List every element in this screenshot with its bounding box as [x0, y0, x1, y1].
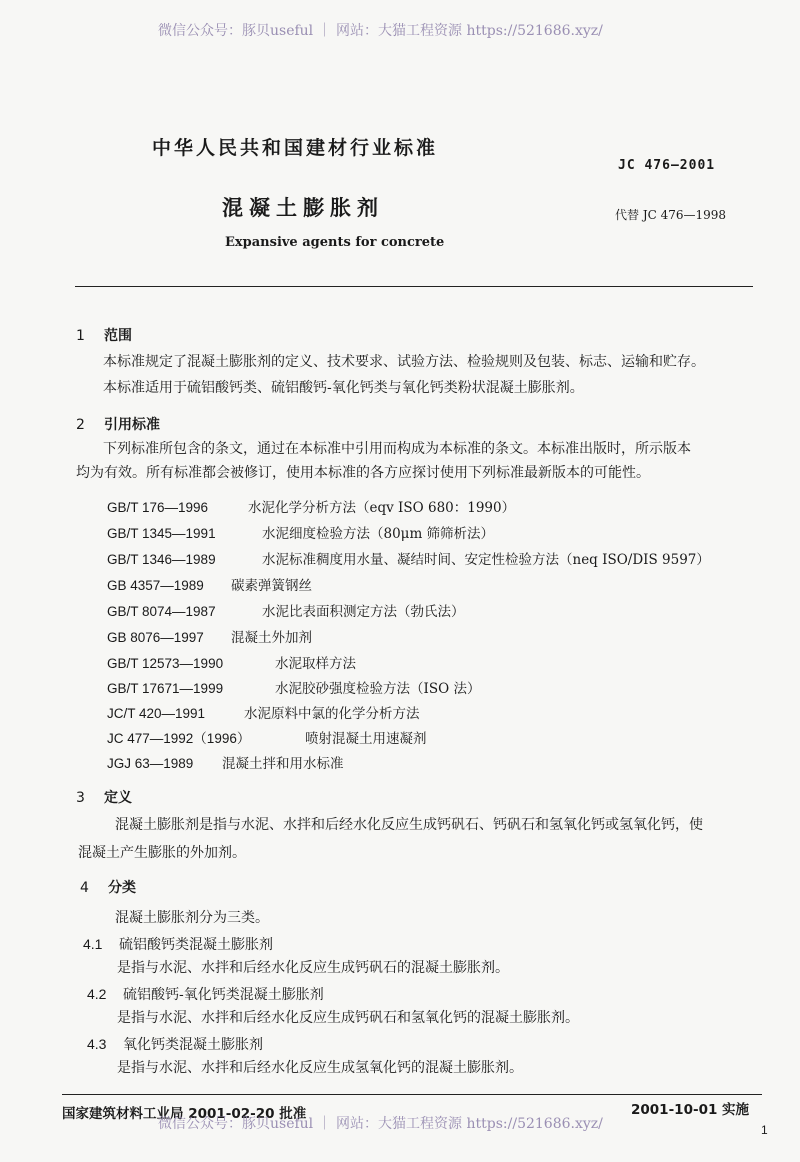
- paragraph: 下列标准所包含的条文，通过在本标准中引用而构成为本标准的条文。本标准出版时，所示版本: [103, 441, 691, 457]
- paragraph: 混凝土膨胀剂分为三类。: [115, 910, 269, 926]
- reference-name: 水泥取样方法: [275, 656, 356, 672]
- page-number: 1: [761, 1123, 768, 1137]
- subsection-title: 硫铝酸钙类混凝土膨胀剂: [119, 937, 273, 953]
- section-2-heading: [76, 414, 160, 434]
- reference-id: GB/T 1346—1989: [107, 552, 216, 567]
- issuing-authority: 中华人民共和国建材行业标准: [152, 137, 439, 159]
- reference-name: 水泥标准稠度用水量、凝结时间、安定性检验方法（neq ISO/DIS 9597）: [262, 552, 710, 568]
- paragraph: 均为有效。所有标准都会被修订，使用本标准的各方应探讨使用下列标准最新版本的可能性。: [76, 465, 650, 481]
- watermark-bottom: 微信公众号：豚贝useful ｜ 网站：大猫工程资源 https://521686.xyz/: [158, 1116, 603, 1132]
- reference-name: 水泥胶砂强度检验方法（ISO 法）: [275, 681, 481, 697]
- subsection-heading: [87, 984, 324, 1004]
- reference-name: 水泥比表面积测定方法（勃氏法）: [262, 604, 465, 620]
- paragraph: 混凝土膨胀剂是指与水泥、水拌和后经水化反应生成钙矾石、钙矾石和氢氧化钙或氢氧化钙，使: [115, 817, 703, 833]
- reference-id: GB/T 1345—1991: [107, 526, 216, 541]
- section-number: 3: [76, 790, 85, 806]
- section-1-heading: [76, 325, 132, 345]
- replaces-note: 代替 JC 476—1998: [615, 208, 727, 222]
- section-title: 分类: [108, 880, 136, 896]
- effective-date: 2001-10-01 实施: [631, 1102, 750, 1118]
- reference-item: [107, 496, 515, 516]
- reference-name: 喷射混凝土用速凝剂: [305, 731, 427, 747]
- watermark-top: 微信公众号：豚贝useful ｜ 网站：大猫工程资源 https://521686.xyz/: [158, 23, 603, 39]
- subsection-heading: [87, 1034, 263, 1054]
- reference-item: [107, 727, 427, 747]
- reference-name: 水泥细度检验方法（80μm 筛筛析法）: [262, 526, 495, 542]
- section-title: 定义: [104, 790, 132, 806]
- paragraph: 混凝土产生膨胀的外加剂。: [78, 845, 246, 861]
- reference-name: 碳素弹簧钢丝: [231, 578, 312, 594]
- reference-id: GB/T 176—1996: [107, 500, 209, 515]
- section-title: 引用标准: [104, 417, 160, 433]
- section-4-heading: [80, 877, 136, 897]
- footer-divider: [62, 1094, 762, 1095]
- english-title: Expansive agents for concrete: [225, 235, 445, 250]
- section-3-heading: [76, 787, 132, 807]
- reference-id: GB/T 12573—1990: [107, 656, 224, 671]
- reference-item: [107, 752, 344, 772]
- section-title: 范围: [104, 328, 132, 344]
- section-number: 1: [76, 328, 85, 344]
- subsection-number: 4.3: [87, 1036, 107, 1052]
- paragraph: 本标准适用于硫铝酸钙类、硫铝酸钙-氧化钙类与氧化钙类粉状混凝土膨胀剂。: [103, 380, 584, 396]
- subsection-heading: [83, 934, 273, 954]
- reference-item: [107, 548, 710, 568]
- reference-name: 混凝土拌和用水标准: [222, 756, 344, 772]
- subsection-title: 氧化钙类混凝土膨胀剂: [123, 1037, 263, 1053]
- paragraph: 是指与水泥、水拌和后经水化反应生成氢氧化钙的混凝土膨胀剂。: [117, 1060, 523, 1076]
- approval-note: 国家建筑材料工业局 2001-02-20 批准: [62, 1106, 307, 1122]
- paragraph: 本标准规定了混凝土膨胀剂的定义、技术要求、试验方法、检验规则及包装、标志、运输和贮存。: [103, 354, 705, 370]
- reference-id: GB/T 17671—1999: [107, 681, 224, 696]
- standard-code: JC 476—2001: [618, 158, 716, 173]
- section-number: 2: [76, 417, 85, 433]
- document-title: 混凝土膨胀剂: [222, 196, 384, 220]
- reference-id: JC/T 420—1991: [107, 706, 206, 721]
- reference-item: [107, 652, 356, 672]
- reference-name: 水泥原料中氯的化学分析方法: [244, 706, 420, 722]
- reference-name: 水泥化学分析方法（eqv ISO 680：1990）: [248, 500, 516, 516]
- reference-item: [107, 677, 480, 697]
- header-divider: [75, 286, 753, 287]
- section-number: 4: [80, 880, 89, 896]
- reference-id: GB 4357—1989: [107, 578, 204, 593]
- reference-item: [107, 522, 494, 542]
- paragraph: 是指与水泥、水拌和后经水化反应生成钙矾石的混凝土膨胀剂。: [117, 960, 509, 976]
- subsection-number: 4.2: [87, 986, 107, 1002]
- reference-name: 混凝土外加剂: [231, 630, 312, 646]
- reference-item: [107, 626, 312, 646]
- reference-id: JGJ 63—1989: [107, 756, 194, 771]
- paragraph: 是指与水泥、水拌和后经水化反应生成钙矾石和氢氧化钙的混凝土膨胀剂。: [117, 1010, 579, 1026]
- subsection-number: 4.1: [83, 936, 103, 952]
- subsection-title: 硫铝酸钙-氧化钙类混凝土膨胀剂: [123, 987, 324, 1003]
- reference-item: [107, 702, 420, 722]
- reference-item: [107, 600, 465, 620]
- reference-id: GB 8076—1997: [107, 630, 204, 645]
- reference-id: JC 477—1992（1996）: [107, 731, 251, 746]
- reference-id: GB/T 8074—1987: [107, 604, 216, 619]
- reference-item: [107, 574, 312, 594]
